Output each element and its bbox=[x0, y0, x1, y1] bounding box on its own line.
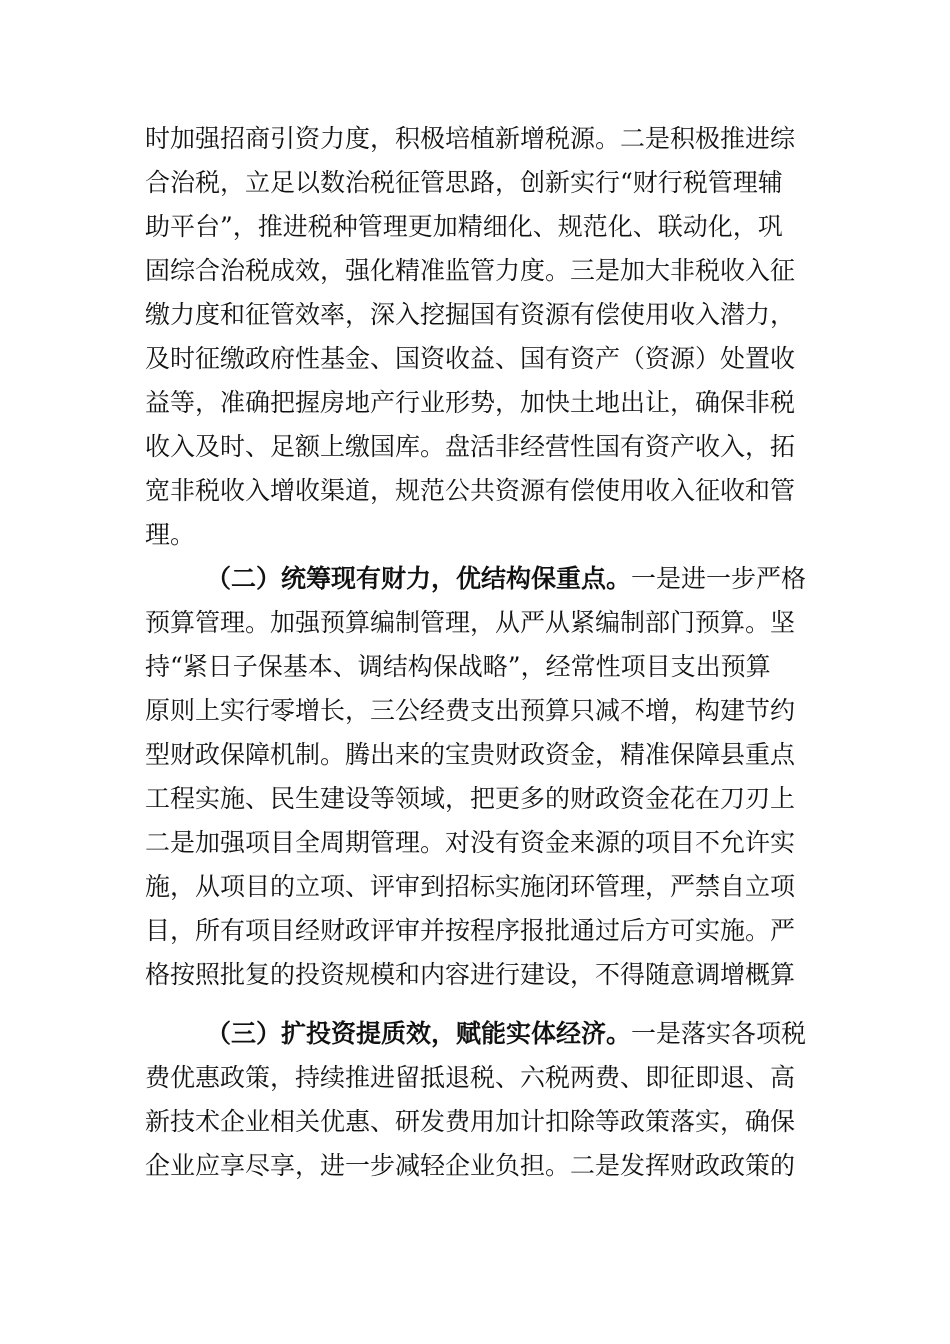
section-3-first-line bbox=[206, 1012, 806, 1056]
paragraph-line: 工程实施、民生建设等领域，把更多的财政资金花在刀刃上 bbox=[145, 784, 796, 813]
paragraph-line: 宽非税收入增收渠道，规范公共资源有偿使用收入征收和管 bbox=[145, 476, 796, 505]
section-3-first-line-text: 一是落实各项税 bbox=[631, 1019, 807, 1048]
paragraph-line: 格按照批复的投资规模和内容进行建设，不得随意调增概算 bbox=[145, 960, 796, 989]
paragraph-line: 二是加强项目全周期管理。对没有资金来源的项目不允许实 bbox=[145, 828, 796, 857]
paragraph-line: 时加强招商引资力度，积极培植新增税源。二是积极推进综 bbox=[145, 124, 796, 153]
paragraph-line: 持“紧日子保基本、调结构保战略”，经常性项目支出预算 bbox=[145, 652, 771, 681]
section-2-first-line bbox=[206, 557, 806, 601]
section-3-heading: （三）扩投资提质效，赋能实体经济。 bbox=[206, 1019, 632, 1048]
paragraph-line: 预算管理。加强预算编制管理，从严从紧编制部门预算。坚 bbox=[145, 608, 796, 637]
paragraph-line: 收入及时、足额上缴国库。盘活非经营性国有资产收入，拓 bbox=[145, 432, 796, 461]
paragraph-line: 企业应享尽享，进一步减轻企业负担。二是发挥财政政策的 bbox=[145, 1151, 796, 1180]
section-2-first-line-text: 一是进一步严格 bbox=[631, 564, 807, 593]
paragraph-line: 益等，准确把握房地产行业形势，加快土地出让，确保非税 bbox=[145, 388, 796, 417]
paragraph-line: 施，从项目的立项、评审到招标实施闭环管理，严禁自立项 bbox=[145, 872, 796, 901]
paragraph-line: 目，所有项目经财政评审并按程序报批通过后方可实施。严 bbox=[145, 916, 796, 945]
paragraph-line: 助平台”，推进税种管理更加精细化、规范化、联动化，巩 bbox=[145, 212, 783, 241]
paragraph-line: 型财政保障机制。腾出来的宝贵财政资金，精准保障县重点 bbox=[145, 740, 796, 769]
paragraph-line: 合治税，立足以数治税征管思路，创新实行“财行税管理辅 bbox=[145, 168, 783, 197]
paragraph-line: 原则上实行零增长，三公经费支出预算只减不增，构建节约 bbox=[145, 696, 796, 725]
paragraph-line: 新技术企业相关优惠、研发费用加计扣除等政策落实，确保 bbox=[145, 1107, 796, 1136]
paragraph-line: 理。 bbox=[145, 520, 196, 549]
paragraph-line: 费优惠政策，持续推进留抵退税、六税两费、即征即退、高 bbox=[145, 1063, 796, 1092]
paragraph-line: 缴力度和征管效率，深入挖掘国有资源有偿使用收入潜力， bbox=[145, 300, 796, 329]
paragraph-line: 固综合治税成效，强化精准监管力度。三是加大非税收入征 bbox=[145, 256, 796, 285]
paragraph-line: 及时征缴政府性基金、国资收益、国有资产（资源）处置收 bbox=[145, 344, 796, 373]
section-2-heading: （二）统筹现有财力，优结构保重点。 bbox=[206, 564, 632, 593]
